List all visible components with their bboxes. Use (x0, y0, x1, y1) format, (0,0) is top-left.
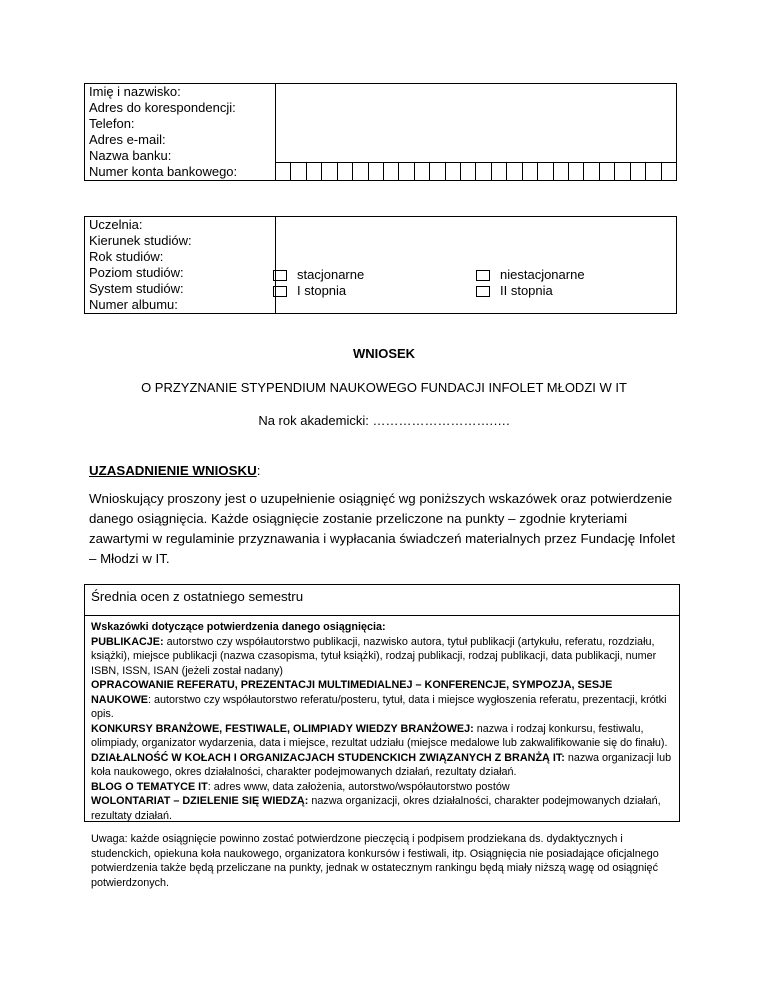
field-of-study-label: Kierunek studiów: (89, 233, 192, 248)
checkbox-icon[interactable] (273, 270, 287, 281)
academic-year-line: Na rok akademicki: ……………………….…. (258, 413, 510, 428)
bank-name-label: Nazwa banku: (89, 148, 172, 163)
average-grade-box[interactable] (84, 584, 680, 616)
study-system-label: System studiów: (89, 281, 184, 296)
hints-box (84, 615, 680, 889)
hint-volunteering: WOLONTARIAT – DZIELENIE SIĘ WIEDZĄ: nazwa organizacji, okres działalności, charakter podejmowanych działań, rezultaty działań. (91, 795, 661, 822)
option-niestacjonarne[interactable]: niestacjonarne (476, 267, 585, 283)
checkbox-icon[interactable] (476, 286, 490, 297)
address-label: Adres do korespondencji: (89, 100, 236, 115)
justification-intro: Wnioskujący proszony jest o uzupełnienie osiągnięć wg poniższych wskazówek oraz potwierdzenie danego osiągnięcia. Każde osiągnięcie zostanie przeliczone na punkty – zgodnie kryteriami zawartymi w regulaminie przyznawania i wypłacania świadczeń materialnych przez Fundację Infolet – Młodzi w IT. (89, 491, 676, 566)
hints-title: Wskazówki dotyczące potwierdzenia danego osiągnięcia: (91, 621, 386, 633)
phone-label: Telefon: (89, 116, 135, 131)
document-title: WNIOSEK (352, 346, 416, 361)
justification-heading-text: UZASADNIENIE WNIOSKU (89, 463, 257, 478)
album-number-label: Numer albumu: (89, 297, 178, 312)
checkbox-icon[interactable] (476, 270, 490, 281)
study-data-table (84, 216, 677, 314)
university-label: Uczelnia: (89, 217, 143, 232)
account-number-cells[interactable] (276, 162, 676, 180)
study-labels (85, 217, 276, 314)
personal-data-table (84, 83, 677, 181)
checkbox-icon[interactable] (273, 286, 287, 297)
document-subtitle: O PRZYZNANIE STYPENDIUM NAUKOWEGO FUNDACJI INFOLET MŁODZI W IT (141, 380, 627, 395)
option-i-stopnia[interactable]: I stopnia (273, 283, 346, 299)
hints-note: Uwaga: każde osiągnięcie powinno zostać potwierdzone pieczęcią i podpisem prodziekana ds. dydaktycznych i studenckich, opiekuna koła naukowego, organizatora konkursów i festiwali, itp. Osiągnięcia nie posiadające oficjalnego potwierdzenia także będą przeliczane na punkty, jednak w ostatecznym rankingu będą miały niższą wagę od osiągnięć potwierdzonych. (91, 833, 659, 889)
hint-blog: BLOG O TEMATYCE IT: adres www, data założenia, autorstwo/współautorstwo postów (91, 780, 510, 793)
study-level-label: Poziom studiów: (89, 265, 184, 280)
personal-labels (85, 84, 276, 181)
option-ii-stopnia[interactable]: II stopnia (476, 283, 553, 299)
average-grade-label: Średnia ocen z ostatniego semestru (91, 589, 304, 604)
personal-values-field[interactable] (276, 84, 677, 181)
option-stacjonarne[interactable]: stacjonarne (273, 267, 364, 283)
email-label: Adres e-mail: (89, 132, 166, 147)
justification-heading: UZASADNIENIE WNIOSKU: (89, 463, 261, 478)
year-of-study-label: Rok studiów: (89, 249, 164, 264)
name-label: Imię i nazwisko: (89, 84, 181, 99)
hint-competitions: KONKURSY BRANŻOWE, FESTIWALE, OLIMPIADY WIEDZY BRANŻOWEJ: nazwa i rodzaj konkursu, festiwalu, olimpiady, organizator wydarzenia, data i miejsce, rezultat udziału (miejsce medalowe lub zakwalifikowanie się do finału). (91, 722, 668, 749)
hint-presentations: OPRACOWANIE REFERATU, PREZENTACJI MULTIMEDIALNEJ – KONFERENCJE, SYMPOZJA, SESJE NAUKOWE: autorstwo czy współautorstwo referatu/posteru, tytuł, data i miejsce wygłoszenia referatu, prezentacji, krótki opis. (91, 679, 667, 720)
account-number-label: Numer konta bankowego: (89, 164, 238, 179)
hint-organizations: DZIAŁALNOŚĆ W KOŁACH I ORGANIZACJACH STUDENCKICH ZWIĄZANYCH Z BRANŻĄ IT: nazwa organizacji lub koła naukowego, okres działalności, charakter podejmowanych działań, rezultaty działań. (91, 751, 672, 778)
hint-publications: PUBLIKACJE: autorstwo czy współautorstwo publikacji, nazwisko autora, tytuł publikacji (artykułu, referatu, rozdziału, książki), miejsce publikacji (nazwa czasopisma, tytuł książki), rodzaj publikacji, rodzaj publikacji, data publikacji, numer ISBN, ISSN, ISAN (jeżeli został nadany) (91, 635, 657, 677)
